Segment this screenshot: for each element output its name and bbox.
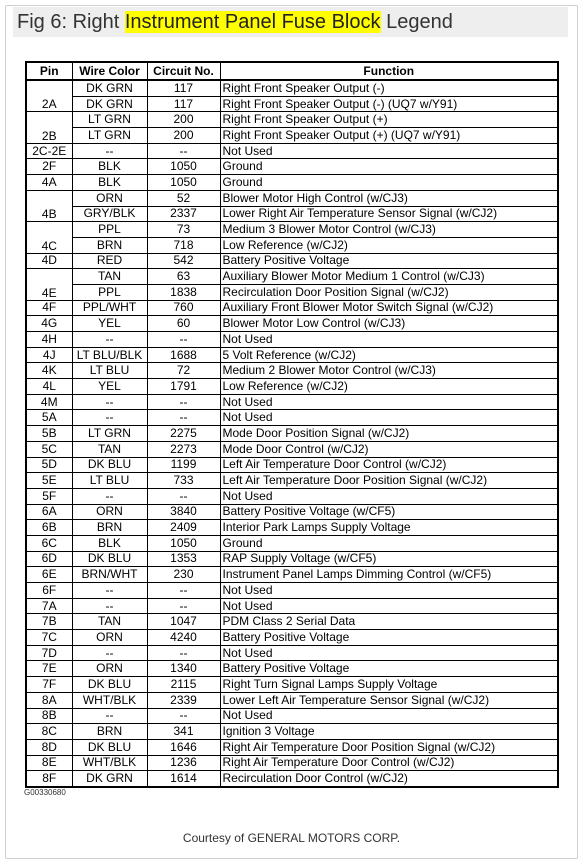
table-row xyxy=(26,284,558,300)
function-cell: Not Used xyxy=(220,394,558,410)
circuit-number-cell: 60 xyxy=(147,316,220,332)
wire-color-cell: TAN xyxy=(72,614,147,630)
circuit-number-cell: 1050 xyxy=(147,159,220,175)
function-cell: Low Reference (w/CJ2) xyxy=(220,237,558,253)
circuit-number-cell: 63 xyxy=(147,269,220,285)
function-cell: 5 Volt Reference (w/CJ2) xyxy=(220,347,558,363)
table-row xyxy=(26,755,558,771)
table-row xyxy=(26,190,558,206)
table-row xyxy=(26,379,558,395)
circuit-number-cell: -- xyxy=(147,488,220,504)
circuit-number-cell: 2273 xyxy=(147,441,220,457)
function-cell: Right Front Speaker Output (-) (UQ7 w/Y91) xyxy=(220,96,558,112)
pin-cell: 8F xyxy=(26,771,72,787)
function-cell: Lower Left Air Temperature Sensor Signal (w/CJ2) xyxy=(220,692,558,708)
circuit-number-cell: 2409 xyxy=(147,520,220,536)
function-cell: Ground xyxy=(220,159,558,175)
table-row xyxy=(26,520,558,536)
pin-cell: 4L xyxy=(26,379,72,395)
table-header-row xyxy=(26,62,558,80)
circuit-number-cell: 1236 xyxy=(147,755,220,771)
circuit-number-cell: -- xyxy=(147,410,220,426)
table-row xyxy=(26,237,558,253)
circuit-number-cell: 718 xyxy=(147,237,220,253)
table-row xyxy=(26,426,558,442)
wire-color-cell: TAN xyxy=(72,269,147,285)
function-cell: Mode Door Position Signal (w/CJ2) xyxy=(220,426,558,442)
function-cell: Left Air Temperature Door Position Signal (w/CJ2) xyxy=(220,473,558,489)
table-row xyxy=(26,128,558,144)
courtesy-credit: Courtesy of GENERAL MOTORS CORP. xyxy=(182,831,401,845)
pin-cell: 2F xyxy=(26,159,72,175)
wire-color-cell: BRN xyxy=(72,237,147,253)
circuit-number-cell: 341 xyxy=(147,724,220,740)
pin-cell: 8E xyxy=(26,755,72,771)
table-row xyxy=(26,614,558,630)
pin-cell: 4M xyxy=(26,394,72,410)
wire-color-cell: -- xyxy=(72,394,147,410)
circuit-number-cell: -- xyxy=(147,143,220,159)
function-cell: Mode Door Control (w/CJ2) xyxy=(220,441,558,457)
pin-cell: 4E xyxy=(26,269,72,300)
wire-color-cell: ORN xyxy=(72,661,147,677)
wire-color-cell: LT BLU/BLK xyxy=(72,347,147,363)
pin-cell: 4D xyxy=(26,253,72,269)
figure-title-highlight: Instrument Panel Fuse Block xyxy=(124,11,381,33)
function-cell: Not Used xyxy=(220,143,558,159)
table-row xyxy=(26,504,558,520)
wire-color-cell: LT GRN xyxy=(72,112,147,128)
function-cell: Battery Positive Voltage xyxy=(220,661,558,677)
wire-color-cell: -- xyxy=(72,332,147,348)
pin-cell: 4C xyxy=(26,222,72,253)
function-cell: Ground xyxy=(220,535,558,551)
function-cell: Not Used xyxy=(220,708,558,724)
table-row xyxy=(26,441,558,457)
table-row xyxy=(26,96,558,112)
table-row xyxy=(26,724,558,740)
wire-color-cell: BLK xyxy=(72,535,147,551)
wire-color-cell: BRN/WHT xyxy=(72,567,147,583)
function-cell: Not Used xyxy=(220,598,558,614)
pin-cell: 2A xyxy=(26,80,72,112)
wire-color-cell: -- xyxy=(72,143,147,159)
wire-color-cell: ORN xyxy=(72,190,147,206)
function-cell: Medium 2 Blower Motor Control (w/CJ3) xyxy=(220,363,558,379)
function-cell: Right Air Temperature Door Control (w/CJ2) xyxy=(220,755,558,771)
function-cell: Interior Park Lamps Supply Voltage xyxy=(220,520,558,536)
function-cell: Not Used xyxy=(220,410,558,426)
function-cell: Ignition 3 Voltage xyxy=(220,724,558,740)
figure-code: G00330680 xyxy=(24,788,66,797)
pin-cell: 7E xyxy=(26,661,72,677)
wire-color-cell: -- xyxy=(72,583,147,599)
circuit-number-cell: 1791 xyxy=(147,379,220,395)
table-row xyxy=(26,551,558,567)
table-row xyxy=(26,677,558,693)
table-row xyxy=(26,332,558,348)
wire-color-cell: TAN xyxy=(72,441,147,457)
pin-cell: 7F xyxy=(26,677,72,693)
table-row xyxy=(26,410,558,426)
circuit-number-cell: -- xyxy=(147,645,220,661)
pin-cell: 4K xyxy=(26,363,72,379)
circuit-number-cell: 72 xyxy=(147,363,220,379)
function-cell: PDM Class 2 Serial Data xyxy=(220,614,558,630)
function-cell: Battery Positive Voltage xyxy=(220,253,558,269)
function-cell: Battery Positive Voltage (w/CF5) xyxy=(220,504,558,520)
pin-cell: 7A xyxy=(26,598,72,614)
table-row xyxy=(26,269,558,285)
circuit-number-cell: 117 xyxy=(147,80,220,96)
wire-color-cell: LT GRN xyxy=(72,128,147,144)
table-row xyxy=(26,347,558,363)
wire-color-cell: RED xyxy=(72,253,147,269)
wire-color-cell: -- xyxy=(72,708,147,724)
circuit-number-cell: 200 xyxy=(147,128,220,144)
circuit-number-cell: -- xyxy=(147,708,220,724)
circuit-number-cell: 1838 xyxy=(147,284,220,300)
pin-cell: 4G xyxy=(26,316,72,332)
function-cell: Right Front Speaker Output (-) xyxy=(220,80,558,96)
header-circuit-no: Circuit No. xyxy=(147,62,220,80)
circuit-number-cell: 1199 xyxy=(147,457,220,473)
function-cell: Low Reference (w/CJ2) xyxy=(220,379,558,395)
pin-cell: 4B xyxy=(26,190,72,221)
figure-title-prefix: Fig 6: Right xyxy=(17,11,125,33)
wire-color-cell: DK GRN xyxy=(72,771,147,787)
function-cell: Battery Positive Voltage xyxy=(220,630,558,646)
circuit-number-cell: 1688 xyxy=(147,347,220,363)
function-cell: Auxiliary Front Blower Motor Switch Signal (w/CJ2) xyxy=(220,300,558,316)
wire-color-cell: -- xyxy=(72,598,147,614)
circuit-number-cell: 4240 xyxy=(147,630,220,646)
pin-cell: 5F xyxy=(26,488,72,504)
pin-cell: 4A xyxy=(26,175,72,191)
table-row xyxy=(26,739,558,755)
circuit-number-cell: 1340 xyxy=(147,661,220,677)
wire-color-cell: YEL xyxy=(72,316,147,332)
table-row xyxy=(26,175,558,191)
wire-color-cell: DK BLU xyxy=(72,739,147,755)
circuit-number-cell: 2339 xyxy=(147,692,220,708)
wire-color-cell: DK BLU xyxy=(72,457,147,473)
circuit-number-cell: 2275 xyxy=(147,426,220,442)
table-row xyxy=(26,159,558,175)
wire-color-cell: YEL xyxy=(72,379,147,395)
pin-cell: 7B xyxy=(26,614,72,630)
pin-cell: 6F xyxy=(26,583,72,599)
pin-cell: 6E xyxy=(26,567,72,583)
table-row xyxy=(26,206,558,222)
table-row xyxy=(26,363,558,379)
figure-title xyxy=(13,7,568,37)
table-row xyxy=(26,300,558,316)
wire-color-cell: LT BLU xyxy=(72,473,147,489)
wire-color-cell: -- xyxy=(72,488,147,504)
circuit-number-cell: 52 xyxy=(147,190,220,206)
circuit-number-cell: -- xyxy=(147,332,220,348)
pin-cell: 6C xyxy=(26,535,72,551)
wire-color-cell: BRN xyxy=(72,520,147,536)
pin-cell: 5D xyxy=(26,457,72,473)
pin-cell: 8B xyxy=(26,708,72,724)
pin-cell: 8D xyxy=(26,739,72,755)
wire-color-cell: LT BLU xyxy=(72,363,147,379)
fuse-block-legend-table xyxy=(25,61,559,788)
wire-color-cell: GRY/BLK xyxy=(72,206,147,222)
function-cell: Ground xyxy=(220,175,558,191)
circuit-number-cell: 230 xyxy=(147,567,220,583)
wire-color-cell: PPL xyxy=(72,284,147,300)
function-cell: Right Air Temperature Door Position Signal (w/CJ2) xyxy=(220,739,558,755)
circuit-number-cell: 2115 xyxy=(147,677,220,693)
circuit-number-cell: -- xyxy=(147,598,220,614)
circuit-number-cell: 542 xyxy=(147,253,220,269)
pin-cell: 5B xyxy=(26,426,72,442)
table-row xyxy=(26,112,558,128)
circuit-number-cell: -- xyxy=(147,583,220,599)
function-cell: Instrument Panel Lamps Dimming Control (w/CF5) xyxy=(220,567,558,583)
circuit-number-cell: 733 xyxy=(147,473,220,489)
table-row xyxy=(26,708,558,724)
header-pin: Pin xyxy=(26,62,72,80)
wire-color-cell: DK BLU xyxy=(72,677,147,693)
pin-cell: 5C xyxy=(26,441,72,457)
pin-cell: 5E xyxy=(26,473,72,489)
pin-cell: 4J xyxy=(26,347,72,363)
table-row xyxy=(26,535,558,551)
table-row xyxy=(26,771,558,787)
legend-sheet xyxy=(25,61,557,788)
table-row xyxy=(26,222,558,238)
circuit-number-cell: 760 xyxy=(147,300,220,316)
function-cell: Blower Motor High Control (w/CJ3) xyxy=(220,190,558,206)
circuit-number-cell: 200 xyxy=(147,112,220,128)
circuit-number-cell: 73 xyxy=(147,222,220,238)
wire-color-cell: DK GRN xyxy=(72,80,147,96)
circuit-number-cell: 117 xyxy=(147,96,220,112)
circuit-number-cell: 1614 xyxy=(147,771,220,787)
pin-cell: 6A xyxy=(26,504,72,520)
wire-color-cell: -- xyxy=(72,645,147,661)
wire-color-cell: PPL/WHT xyxy=(72,300,147,316)
table-row xyxy=(26,567,558,583)
function-cell: Right Front Speaker Output (+) xyxy=(220,112,558,128)
wire-color-cell: WHT/BLK xyxy=(72,692,147,708)
pin-cell: 8C xyxy=(26,724,72,740)
function-cell: Auxiliary Blower Motor Medium 1 Control (w/CJ3) xyxy=(220,269,558,285)
pin-cell: 2C-2E xyxy=(26,143,72,159)
wire-color-cell: WHT/BLK xyxy=(72,755,147,771)
wire-color-cell: DK BLU xyxy=(72,551,147,567)
wire-color-cell: BLK xyxy=(72,159,147,175)
pin-cell: 2B xyxy=(26,112,72,143)
function-cell: Left Air Temperature Door Control (w/CJ2) xyxy=(220,457,558,473)
circuit-number-cell: 2337 xyxy=(147,206,220,222)
table-row xyxy=(26,630,558,646)
function-cell: Lower Right Air Temperature Sensor Signal (w/CJ2) xyxy=(220,206,558,222)
circuit-number-cell: 1050 xyxy=(147,535,220,551)
table-row xyxy=(26,692,558,708)
wire-color-cell: PPL xyxy=(72,222,147,238)
pin-cell: 5A xyxy=(26,410,72,426)
circuit-number-cell: 1047 xyxy=(147,614,220,630)
circuit-number-cell: 3840 xyxy=(147,504,220,520)
table-row xyxy=(26,394,558,410)
header-function: Function xyxy=(220,62,558,80)
wire-color-cell: -- xyxy=(72,410,147,426)
table-row xyxy=(26,645,558,661)
table-row xyxy=(26,143,558,159)
function-cell: Recirculation Door Control (w/CJ2) xyxy=(220,771,558,787)
function-cell: Not Used xyxy=(220,583,558,599)
function-cell: Not Used xyxy=(220,488,558,504)
circuit-number-cell: 1353 xyxy=(147,551,220,567)
table-row xyxy=(26,80,558,96)
pin-cell: 7D xyxy=(26,645,72,661)
table-row xyxy=(26,473,558,489)
header-wire-color: Wire Color xyxy=(72,62,147,80)
circuit-number-cell: -- xyxy=(147,394,220,410)
function-cell: Right Turn Signal Lamps Supply Voltage xyxy=(220,677,558,693)
pin-cell: 7C xyxy=(26,630,72,646)
circuit-number-cell: 1050 xyxy=(147,175,220,191)
table-row xyxy=(26,253,558,269)
pin-cell: 4H xyxy=(26,332,72,348)
table-row xyxy=(26,661,558,677)
pin-cell: 6B xyxy=(26,520,72,536)
table-row xyxy=(26,316,558,332)
pin-cell: 4F xyxy=(26,300,72,316)
pin-cell: 6D xyxy=(26,551,72,567)
table-row xyxy=(26,583,558,599)
function-cell: Not Used xyxy=(220,332,558,348)
table-row xyxy=(26,457,558,473)
function-cell: RAP Supply Voltage (w/CF5) xyxy=(220,551,558,567)
figure-title-suffix: Legend xyxy=(380,11,453,33)
circuit-number-cell: 1646 xyxy=(147,739,220,755)
wire-color-cell: LT GRN xyxy=(72,426,147,442)
wire-color-cell: ORN xyxy=(72,504,147,520)
table-row xyxy=(26,598,558,614)
function-cell: Not Used xyxy=(220,645,558,661)
wire-color-cell: DK GRN xyxy=(72,96,147,112)
table-row xyxy=(26,488,558,504)
wire-color-cell: BLK xyxy=(72,175,147,191)
pin-cell: 8A xyxy=(26,692,72,708)
function-cell: Right Front Speaker Output (+) (UQ7 w/Y91) xyxy=(220,128,558,144)
wire-color-cell: BRN xyxy=(72,724,147,740)
function-cell: Recirculation Door Position Signal (w/CJ2) xyxy=(220,284,558,300)
wire-color-cell: ORN xyxy=(72,630,147,646)
function-cell: Medium 3 Blower Motor Control (w/CJ3) xyxy=(220,222,558,238)
table-body xyxy=(26,80,558,787)
function-cell: Blower Motor Low Control (w/CJ3) xyxy=(220,316,558,332)
